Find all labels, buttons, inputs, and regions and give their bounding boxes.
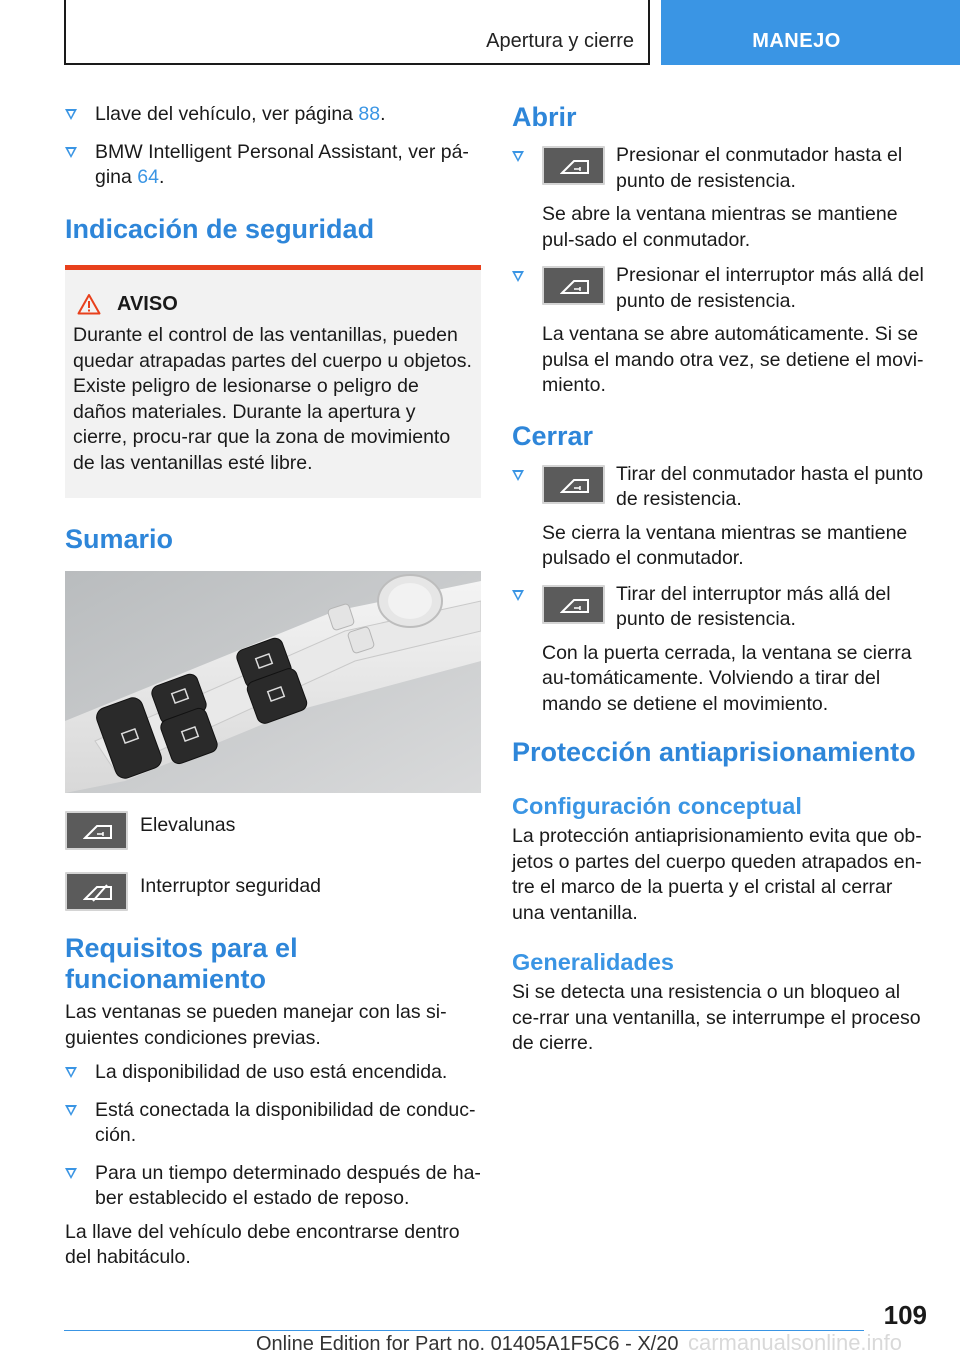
window-lifter-icon [542,465,605,504]
warning-triangle-icon [77,293,101,315]
bullet-triangle-icon [512,590,524,601]
concept-body: La protección antiaprisionamiento evita que ob-jetos o partes del cuerpo queden atrapados en-tre el marco de la puerta y el cristal al cerrar una ventanilla. [512,825,922,924]
bullet-triangle-icon [65,147,77,158]
list-item: Está conectada la disponibilidad de conduc-ción. [65,1098,481,1149]
subheading-general: Generalidades [512,949,674,975]
chapter-title: Apertura y cierre [486,30,634,52]
bullet-triangle-icon [65,1168,77,1179]
step-item: Presionar el conmutador hasta el punto de resistencia. Se abre la ventana mientras se mantiene pul-sado el conmutador. [512,143,928,253]
warning-box [65,265,481,499]
step-item: Tirar del interruptor más allá del punto de resistencia. Con la puerta cerrada, la ventana se cierra au-tomáticamente. Volviendo a tirar del mando se detiene el movimiento. [512,582,928,718]
step-item: Presionar el interruptor más allá del punto de resistencia. La ventana se abre automáticamente. Si se pulsa el mando otra vez, se detiene el movi-miento. [512,263,928,399]
section-heading-pinch-protection: Protección antiaprisionamiento [512,737,916,767]
requirements-intro: Las ventanas se pueden manejar con las si-guientes condiciones previas. [65,1001,447,1049]
legend-label: Interruptor seguridad [140,875,322,897]
window-lifter-icon [542,146,605,185]
section-heading-overview: Sumario [65,524,174,554]
window-lifter-icon [65,811,128,850]
window-lifter-icon [542,266,605,305]
header-title-box [64,0,650,65]
general-body: Si se detecta una resistencia o un bloqueo al ce-rrar una ventanilla, se interrumpe el proceso de cierre. [512,981,921,1054]
warning-body: Durante el control de las ventanillas, pueden quedar atrapadas partes del cuerpo u objetos. Existe peligro de lesionarse o peligro de daños materiales. Durante la apertura y cierre, procu-rar que la zona de movimiento de las ventanillas esté libre. [73,324,472,474]
bullet-triangle-icon [512,271,524,282]
watermark: carmanualsonline.info [688,1330,903,1355]
section-tab[interactable] [661,0,960,65]
window-lifter-icon [542,585,605,624]
bullet-triangle-icon [512,151,524,162]
list-item: La disponibilidad de uso está encendida. [65,1060,481,1086]
safety-switch-icon [65,872,128,911]
bullet-triangle-icon [512,470,524,481]
legend-item-safety-switch [65,872,481,911]
edition-text: Online Edition for Part no. 01405A1F5C6 - X/20 [256,1333,679,1355]
bullet-triangle-icon [65,1067,77,1078]
list-item: BMW Intelligent Personal Assistant, ver pá-gina 64. [65,140,481,191]
warning-label: AVISO [117,292,178,315]
section-heading-close: Cerrar [512,420,594,451]
list-item: Llave del vehículo, ver página 88. [65,102,481,128]
legend-label: Elevalunas [140,814,236,836]
legend-item-window-lifter [65,811,481,850]
right-column [512,102,928,1057]
bullet-triangle-icon [65,1105,77,1116]
subheading-concept: Configuración conceptual [512,793,802,819]
step-item: Tirar del conmutador hasta el punto de resistencia. Se cierra la ventana mientras se mantiene pulsado el conmutador. [512,462,928,572]
page-number: 109 [883,1300,927,1330]
bullet-triangle-icon [65,109,77,120]
section-heading-requirements: Requisitos para el funcionamiento [65,933,298,994]
list-item: Para un tiempo determinado después de ha-ber establecido el estado de reposo. [65,1161,481,1212]
section-heading-open: Abrir [512,102,577,132]
section-tab-label: MANEJO [752,30,841,52]
requirements-outro: La llave del vehículo debe encontrarse dentro del habitáculo. [65,1220,460,1268]
left-column [65,102,481,1271]
page-link[interactable]: 88 [358,103,381,125]
section-heading-safety: Indicación de seguridad [65,213,375,244]
page-link[interactable]: 64 [137,166,159,188]
window-switch-photo [65,571,481,793]
